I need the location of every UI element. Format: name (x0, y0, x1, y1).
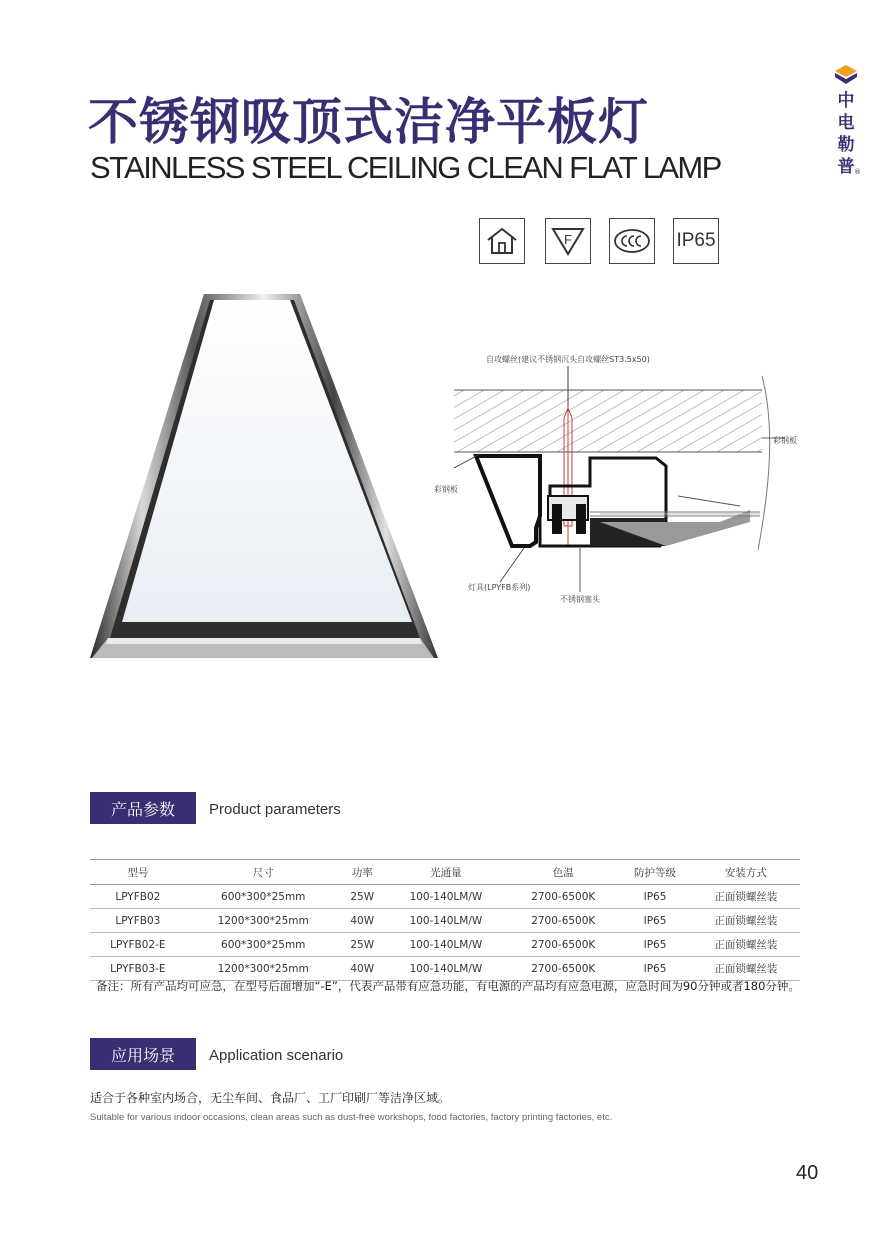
table-cell: LPYFB03-E (90, 957, 186, 981)
lamp-product-image (88, 292, 440, 664)
table-cell: 40W (341, 957, 384, 981)
scenario-text-en: Suitable for various indoor occasions, clean areas such as dust-free workshops, food factories, factory printing factories, etc. (90, 1112, 613, 1123)
brand-char-3: 勒 (837, 135, 855, 155)
table-cell: 100-140LM/W (384, 933, 508, 957)
table-cell: 2700-6500K (508, 885, 618, 909)
table-cell: 正面锁螺丝装 (692, 885, 800, 909)
label-screw: 自攻螺丝(建议不锈钢沉头自攻螺丝ST3.5x50) (486, 355, 650, 364)
params-note: 备注：所有产品均可应急，在型号后面增加“-E”，代表产品带有应急功能，有电源的产品均有应急电源，应急时间为90分钟或者180分钟。 (96, 979, 800, 993)
table-cell: 1200*300*25mm (186, 909, 341, 933)
table-row (90, 885, 800, 909)
params-section-title: Product parameters (209, 801, 341, 818)
header-power: 功率 (341, 860, 384, 885)
table-cell: IP65 (618, 957, 691, 981)
installation-diagram (434, 346, 800, 616)
f-mark-letter: F (564, 232, 572, 247)
table-cell: LPYFB02 (90, 885, 186, 909)
page-number: 40 (796, 1162, 819, 1184)
table-cell: 2700-6500K (508, 933, 618, 957)
header-install: 安装方式 (692, 860, 800, 885)
table-cell: IP65 (618, 933, 691, 957)
table-cell: 25W (341, 885, 384, 909)
table-cell: 正面锁螺丝装 (692, 933, 800, 957)
table-row (90, 909, 800, 933)
ip-rating-badge (673, 218, 719, 264)
header-model: 型号 (90, 860, 186, 885)
label-steel-plug: 不锈钢塞头 (560, 595, 600, 604)
table-row (90, 957, 800, 981)
scenario-text-cn: 适合于各种室内场合，无尘车间、食品厂、工厂印刷厂等洁净区域。 (90, 1091, 451, 1105)
brand-mark-icon (834, 64, 858, 86)
ip-rating-text: IP65 (676, 230, 716, 251)
table-cell: 2700-6500K (508, 957, 618, 981)
brand-char-2: 电 (837, 113, 855, 133)
table-cell: 25W (341, 933, 384, 957)
scenario-section-title: Application scenario (209, 1047, 344, 1064)
brand-char-4: 普 (837, 157, 855, 177)
house-icon (479, 218, 525, 264)
header-cct: 色温 (508, 860, 618, 885)
registered-mark: ® (854, 168, 861, 176)
f-mark-icon (545, 218, 591, 264)
scenario-section-tag: 应用场景 (90, 1038, 196, 1070)
table-cell: 100-140LM/W (384, 885, 508, 909)
page-title-en: STAINLESS STEEL CEILING CLEAN FLAT LAMP (90, 150, 721, 185)
table-cell: 100-140LM/W (384, 957, 508, 981)
table-cell: 正面锁螺丝装 (692, 957, 800, 981)
header-flux: 光通量 (384, 860, 508, 885)
table-cell: IP65 (618, 909, 691, 933)
table-cell: IP65 (618, 885, 691, 909)
table-cell: 600*300*25mm (186, 885, 341, 909)
table-cell: LPYFB03 (90, 909, 186, 933)
label-fixture: 灯具(LPYFB系列) (468, 583, 531, 592)
table-row (90, 933, 800, 957)
table-cell: 600*300*25mm (186, 933, 341, 957)
table-cell: 1200*300*25mm (186, 957, 341, 981)
table-cell: 2700-6500K (508, 909, 618, 933)
page-title-cn: 不锈钢吸顶式洁净平板灯 (88, 93, 649, 151)
params-section-tag: 产品参数 (90, 792, 196, 824)
brand-logo (834, 64, 861, 178)
table-cell: 40W (341, 909, 384, 933)
brand-char-1: 中 (837, 91, 855, 111)
table-cell: 正面锁螺丝装 (692, 909, 800, 933)
label-steel-plate-right: 彩钢板 (773, 436, 797, 445)
params-table (90, 859, 800, 981)
params-header-row (90, 860, 800, 885)
header-ip: 防护等级 (618, 860, 691, 885)
ccc-icon (609, 218, 655, 264)
table-cell: 100-140LM/W (384, 909, 508, 933)
label-steel-plate-left: 彩钢板 (434, 485, 458, 494)
table-cell: LPYFB02-E (90, 933, 186, 957)
header-size: 尺寸 (186, 860, 341, 885)
